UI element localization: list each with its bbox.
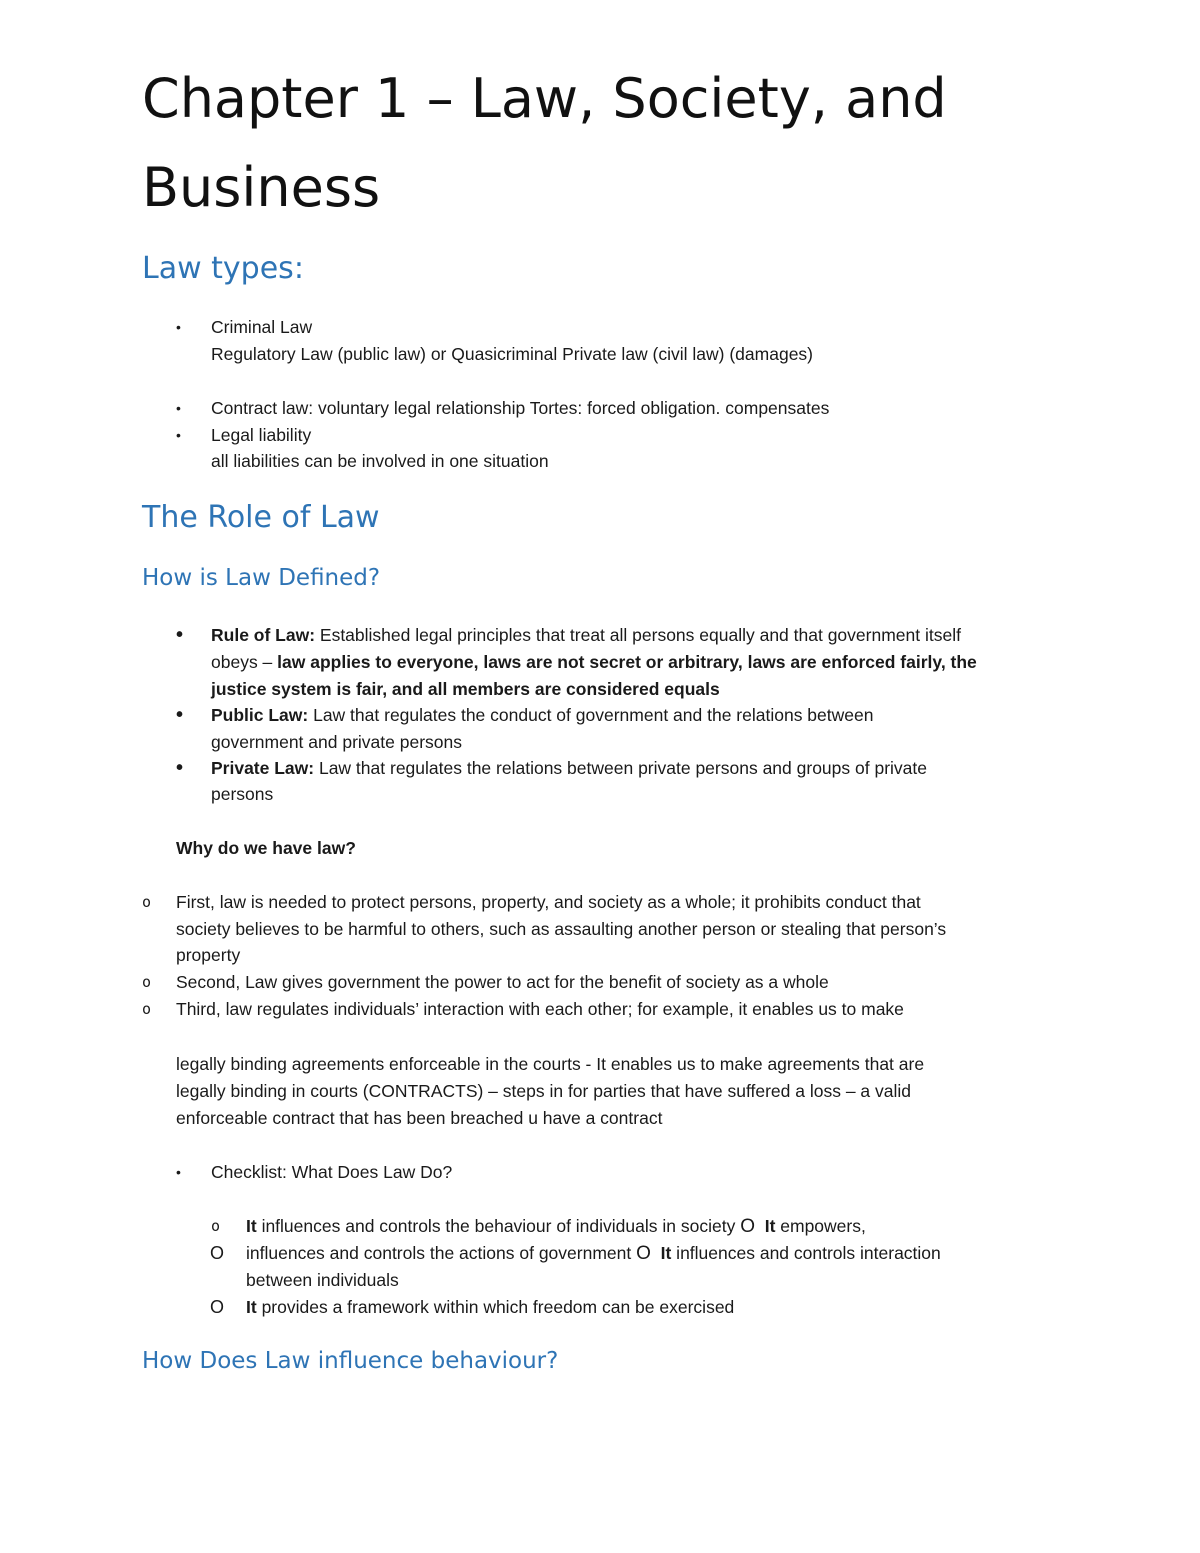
bullet-dot: • (176, 704, 184, 726)
reason-second: Second, Law gives government the power to act for the benefit of society as a whole (176, 972, 829, 992)
definition-public-law (211, 702, 873, 729)
item-text: influences and controls interaction (671, 1243, 941, 1263)
heading-law-types: Law types: (142, 251, 304, 286)
definition-private-law (211, 755, 927, 782)
subheading-why-law: Why do we have law? (176, 838, 356, 858)
definition-public-law-line-2: government and private persons (211, 732, 462, 752)
item-text: influences and controls the actions of government (246, 1243, 637, 1263)
checklist-item-3 (246, 1294, 734, 1321)
reason-third: Third, law regulates individuals’ interaction with each other; for example, it enables us to make (176, 999, 904, 1019)
reason-first: First, law is needed to protect persons, property, and society as a whole; it prohibits conduct that (176, 892, 921, 912)
heading-role-of-law: The Role of Law (142, 500, 380, 535)
bullet-dot: • (176, 757, 184, 779)
definition-text: obeys – (211, 652, 278, 672)
list-item-criminal-law-line-2: Regulatory Law (public law) or Quasicriminal Private law (civil law) (damages) (211, 344, 813, 364)
reason-first-line-3: property (176, 945, 241, 965)
term-rule-of-law: Rule of Law: (211, 625, 316, 645)
list-item-criminal-law: Criminal Law (211, 317, 313, 337)
checklist-heading: Checklist: What Does Law Do? (211, 1162, 453, 1182)
inline-bullet-circle: O (740, 1216, 755, 1237)
bullet-circle: o (211, 1217, 221, 1235)
term-private-law: Private Law: (211, 758, 315, 778)
bullet-dot: • (176, 427, 181, 443)
definition-text: Established legal principles that treat all persons equally and that government itself (315, 625, 961, 645)
bullet-circle: O (210, 1243, 225, 1263)
heading-law-influence-behaviour: How Does Law influence behaviour? (142, 1348, 559, 1374)
bullet-circle: o (142, 893, 152, 911)
definition-text: Law that regulates the relations between private persons and groups of private (314, 758, 927, 778)
definition-private-law-line-2: persons (211, 784, 274, 804)
page-title-line-1: Chapter 1 – Law, Society, and (142, 67, 947, 130)
checklist-item-1 (246, 1213, 866, 1240)
checklist-item-2-line-2: between individuals (246, 1270, 399, 1290)
paragraph-line-1: legally binding agreements enforceable in the courts - It enables us to make agreements that are (176, 1054, 925, 1074)
definition-emphasis: law applies to everyone, laws are not secret or arbitrary, laws are enforced fairly, the (277, 652, 977, 672)
lead-word: It (764, 1216, 776, 1236)
definition-emphasis: justice system is fair, and all members are considered equals (211, 679, 720, 699)
paragraph-line-3: enforceable contract that has been breached u have a contract (176, 1108, 663, 1128)
bullet-dot: • (176, 400, 181, 416)
definition-text: Law that regulates the conduct of government and the relations between (308, 705, 874, 725)
list-item-contract-law: Contract law: voluntary legal relationship Tortes: forced obligation. compensates (211, 398, 830, 418)
list-item-legal-liability: Legal liability (211, 425, 312, 445)
item-text: empowers, (775, 1216, 866, 1236)
definition-rule-of-law (211, 622, 961, 649)
page-title-line-2: Business (142, 156, 381, 219)
definition-rule-of-law-line-2 (211, 649, 977, 676)
bullet-circle: O (210, 1297, 225, 1317)
definition-rule-of-law-line-3 (211, 676, 720, 703)
bullet-dot: • (176, 1164, 181, 1180)
heading-how-is-law-defined: How is Law Defined? (142, 565, 381, 591)
lead-word: It (246, 1297, 257, 1317)
checklist-item-2 (246, 1240, 941, 1267)
bullet-circle: o (142, 973, 152, 991)
inline-bullet-circle: O (636, 1243, 651, 1264)
paragraph-line-2: legally binding in courts (CONTRACTS) – steps in for parties that have suffered a loss – a valid (176, 1081, 912, 1101)
list-item-legal-liability-line-2: all liabilities can be involved in one situation (211, 451, 549, 471)
reason-first-line-2: society believes to be harmful to others, such as assaulting another person or stealing that person’s (176, 919, 947, 939)
lead-word: It (246, 1216, 257, 1236)
lead-word: It (660, 1243, 672, 1263)
bullet-dot: • (176, 319, 181, 335)
bullet-circle: o (142, 1000, 152, 1018)
term-public-law: Public Law: (211, 705, 309, 725)
item-text: provides a framework within which freedom can be exercised (256, 1297, 735, 1317)
bullet-dot: • (176, 624, 184, 646)
item-text: influences and controls the behaviour of individuals in society (256, 1216, 741, 1236)
